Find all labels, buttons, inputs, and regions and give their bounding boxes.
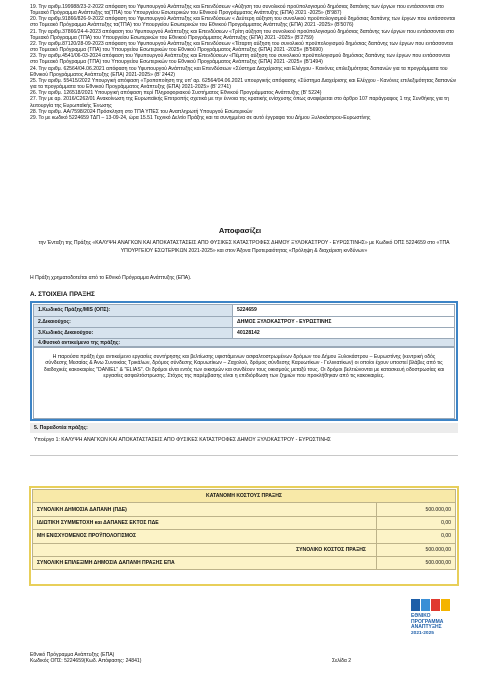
project-code-label: 1.Κωδικός Πράξης/MIS (ΟΠΣ): [34,305,233,317]
cost-value: 0,00 [377,516,456,529]
cost-label: ΙΔΙΩΤΙΚΗ ΣΥΜΜΕΤΟΧΗ και ΔΑΠΑΝΕΣ ΕΚΤΟΣ ΠΔΕ [33,516,377,529]
deliverables-item: Υποέργο 1: ΚΑΛΥΨΗ ΑΝΑΓΚΩΝ ΚΑΙ ΑΠΟΚΑΤΑΣΤΑΣΕΙΣ ΑΠΟ ΦΥΣΙΚΕΣ ΚΑΤΑΣΤΡΟΦΕΣ ΔΗΜΟΥ ΞΥΛΟΚΑΣΤΡΟΥ - ΕΥΡΩΣΤΙΝΗΣ [30,433,458,456]
section-a-heading: Α. ΣΤΟΙΧΕΙΑ ΠΡΑΞΗΣ [30,291,95,298]
legal-references [30,4,458,121]
funding-statement: Η Πράξη χρηματοδοτείται από το Εθνικό Πρόγραμμα Ανάπτυξης (ΕΠΑ). [30,275,192,281]
table-row [33,490,456,503]
reference-item: 20. Την αριθμ.91866/826-9-2022 απόφαση του Υφυπουργού Ανάπτυξης και Επενδύσεων « Δεύτερη αύξηση του συνολικού προϋπολογισμού δημόσιας δαπάνης των έργων που εντάσσονται στο Τομεακό Πρόγραμμα Ανάπτυξης τα(ΤΠΑ) του Υπουργείου Εσωτερικών του Εθνικού Προγράμματος Ανάπτυξης (ΕΠΑ) 2021 -2025» (Β'5076) [30,16,456,29]
cost-value: 500.000,00 [377,503,456,516]
logo-mark-icon [411,599,469,611]
reference-item: 22. Την αριθμ.87120/28-09-2023 απόφαση του Υφυπουργού Ανάπτυξης και Επενδύσεων «Τέταρτη αύξηση του συνολικού προϋπολογισμού δημόσιας δαπάνης των έργων που εντάσσονται στο Τομεακό Πρόγραμμα (ΤΠΑ) του Υπουργείου Εσωτερικών του Εθνικού Προγράμματος Ανάπτυξης (ΕΠΑ) 2021 -2025» (Β'5690) [30,40,453,54]
page-footer [30,652,141,664]
reference-item: 26. Την αριθμ. 126518/2021 Υπουργική απόφαση περί Πληροφοριακού Συστήματος Εθνικού Προγράμματος Ανάπτυξης (Β' 5224) [30,90,322,97]
cost-value: 500.000,00 [377,556,456,569]
table-row [33,543,456,556]
project-code-value: 5224659 [233,305,455,317]
epa-logo [411,599,469,653]
cost-table-header: ΚΑΤΑΝΟΜΗ ΚΟΣΤΟΥΣ ΠΡΑΞΗΣ [33,490,456,503]
cost-label: ΣΥΝΟΛΙΚΗ ΔΗΜΟΣΙΑ ΔΑΠΑΝΗ (ΠΔΕ) [33,503,377,516]
table-row [33,530,456,543]
cost-label: ΣΥΝΟΛΙΚΟ ΚΟΣΤΟΣ ΠΡΑΞΗΣ [33,543,377,556]
beneficiary-code-value: 40128142 [233,328,455,340]
cost-label: ΜΗ ΕΝΙΣΧΥΟΜΕΝΟΣ ΠΡΟΫΠΟΛΟΓΙΣΜΟΣ [33,530,377,543]
description-label: 4.Φυσικό αντικείμενο της πράξης: [33,338,455,347]
cost-allocation-table [32,489,456,570]
reference-item: 29. Το με κωδικό 5224659 ΤΔΠ – 13-09-24, ώρα 15.51 Τεχνικό Δελτίο Πράξης και τα συνημμένα σε αυτό έγγραφα του Δήμου Ξυλοκάστρου-Ευρωστίνης [30,114,371,121]
project-description: Η παρούσα πράξη έχει αντικείμενο εργασίες συντήρησης και βελτίωσης υφιστάμενων ασφαλτοστρωμένων δρόμων του Δήμου Ξυλοκάστρου – Ευρωστίνης (κεντρική οδός σύνδεσης Μεσαίας & Άνω Συνοικίας Τρικάλων, δρόμος σύνδεσης Καρυωτίκων – Ζαχολού, δρόμος σύνδεσης Καρυωτίκων - Γελινιατίκων) οι οποίοι έχουν υποστεί βλάβες από τις διαδοχικές κακοκαιρίες "DANIEL" & "ELIAS". Οι δρόμοι είναι εντός των οικισμών και συνδέουν τους οικισμούς μεταξύ τους. Οι δρόμοι βελτιώνονται με κατασκευή οδοστρωσίας και εργασίες ασφαλτόστρωσης. Στόχος της παρέμβασης είναι η επιδιόρθωση των ζημιών που προκλήθηκαν από τις κακοκαιρίες. [33,347,455,419]
reference-item: 24. Την αριθμ. 62564/04.06.2021 απόφαση του Υφυπουργού Ανάπτυξης και Επενδύσεων «Σύστημα Διαχείρισης και Ελέγχου - Κανόνες επιλεξιμότητας δαπανών για τα προγράμματα του Εθνικού Προγράμματος Ανάπτυξης (ΕΠΑ) 2021-2025» (Β' 2442) [30,65,448,78]
table-row [34,316,455,328]
reference-item: 25. Την αριθμ. 55415/2022 Υπουργική απόφαση «Τροποποίηση της υπ' αρ. 62564/04.06.2021 υπουργικής απόφασης «Σύστημα Διαχείρισης και Ελέγχου - Κανόνες επιλεξιμότητας δαπανών για τα προγράμματα του Εθνικού Προγράμματος Ανάπτυξης (ΕΠΑ) 2021-2025» (Β' 2741) [30,77,457,91]
cost-value: 500.000,00 [377,543,456,556]
table-row [33,516,456,529]
decision-intro: την Ένταξη της Πράξης «ΚΑΛΥΨΗ ΑΝΑΓΚΩΝ ΚΑΙ ΑΠΟΚΑΤΑΣΤΑΣΕΙΣ ΑΠΟ ΦΥΣΙΚΕΣ ΚΑΤΑΣΤΡΟΦΕΣ ΔΗΜΟΥ ΞΥΛΟΚΑΣΤΡΟΥ - ΕΥΡΩΣΤΙΝΗΣ» με Κωδικό ΟΠΣ 5224659 στο «ΤΠΑ ΥΠΟΥΡΓΕΙΟΥ ΕΣΩΤΕΡΙΚΩΝ 2021-2025» και στον Άξονα Προτεραιότητας «Πρόληψη & διαχείριση κινδύνων» [38,240,450,255]
page-number: Σελίδα 2 [332,658,352,664]
beneficiary-value: ΔΗΜΟΣ ΞΥΛΟΚΑΣΤΡΟΥ - ΕΥΡΩΣΤΙΝΗΣ [233,316,455,328]
table-row [33,556,456,569]
cost-label: ΣΥΝΟΛΙΚΗ ΕΠΙΛΕΞΙΜΗ ΔΗΜΟΣΙΑ ΔΑΠΑΝΗ ΠΡΑΞΗΣ ΕΠΑ [33,556,377,569]
reference-item: 19. Την αριθμ.199988/23-2-2022 απόφαση του Υφυπουργού Ανάπτυξης και Επενδύσεων «Αύξηση του συνολικού προϋπολογισμού δημόσιας δαπάνης των έργων που εντάσσονται στο Τομεακό Πρόγραμμα Ανάπτυξης τα(ΤΠΑ) του Υπουργείου Εσωτερικών του Εθνικού Προγράμματος Ανάπτυξης (ΕΠΑ) 2021 -2025» (Β'987) [30,4,444,17]
footer-program: Εθνικό Πρόγραμμα Ανάπτυξης (ΕΠΑ) [30,652,115,658]
beneficiary-label: 2.Δικαιούχος: [34,316,233,328]
project-info-table [33,304,455,340]
decision-title: Αποφασίζει [218,226,262,235]
beneficiary-code-label: 3.Κωδικός Δικαιούχου: [34,328,233,340]
table-row [33,503,456,516]
deliverables-label: 5. Παραδοτέα πράξης: [30,423,458,433]
reference-item: 23. Την αριθμ.4541/06-03-2024 απόφαση του Υφυπουργού Ανάπτυξης και Επενδύσεων «Πέμπτη αύξηση του συνολικού προϋπολογισμού δημόσιας δαπάνης των έργων που εντάσσονται στο Τομεακό Πρόγραμμα (ΤΠΑ) του Υπουργείου Εσωτερικών του Εθνικού Προγράμματος Ανάπτυξης (ΕΠΑ) 2021 -2025» (Β'1494) [30,53,450,66]
logo-years: 2021-2025 [411,630,434,636]
reference-item: 21. Την αριθμ.37866/24-4-2023 απόφαση του Υφυπουργού Ανάπτυξης και Επενδύσεων «Τρίτη αύξηση του συνολικού προϋπολογισμού δημόσιας δαπάνης των έργων που εντάσσονται στο Τομεακό Πρόγραμμα (ΤΠΑ) του Υπουργείου Εσωτερικών του Εθνικού Προγράμματος Ανάπτυξης (ΕΠΑ) 2021 -2025» (Β'2759) [30,28,455,41]
table-row [34,305,455,317]
footer-code: Κωδικός ΟΠΣ: 5224659(Κωδ. Απόφασης: 24841) [30,658,142,665]
cost-value: 0,00 [377,530,456,543]
reference-item: 27. Την με αρ. 2016/C262/01 Ανακοίνωση της Ευρωπαϊκής Επιτροπής σχετικά με την έννοια της κρατικής ενίσχυσης όπως αναφέρεται στο άρθρο 107 παράγραφος 1 της Συνθήκης για τη λειτουργία της Ευρωπαϊκής Ένωσης [30,96,449,109]
logo-text: ΕΘΝΙΚΟ ΠΡΟΓΡΑΜΜΑ ΑΝΑΠΤΥΞΗΣ [411,613,444,631]
reference-item: 28. Την αριθμ. ΑΑ/7598/2024 Πρόσκληση στο ΤΠΑ ΥΠΕΣ του Αναπληρωτή Υπουργού Εσωτερικών [30,108,253,115]
